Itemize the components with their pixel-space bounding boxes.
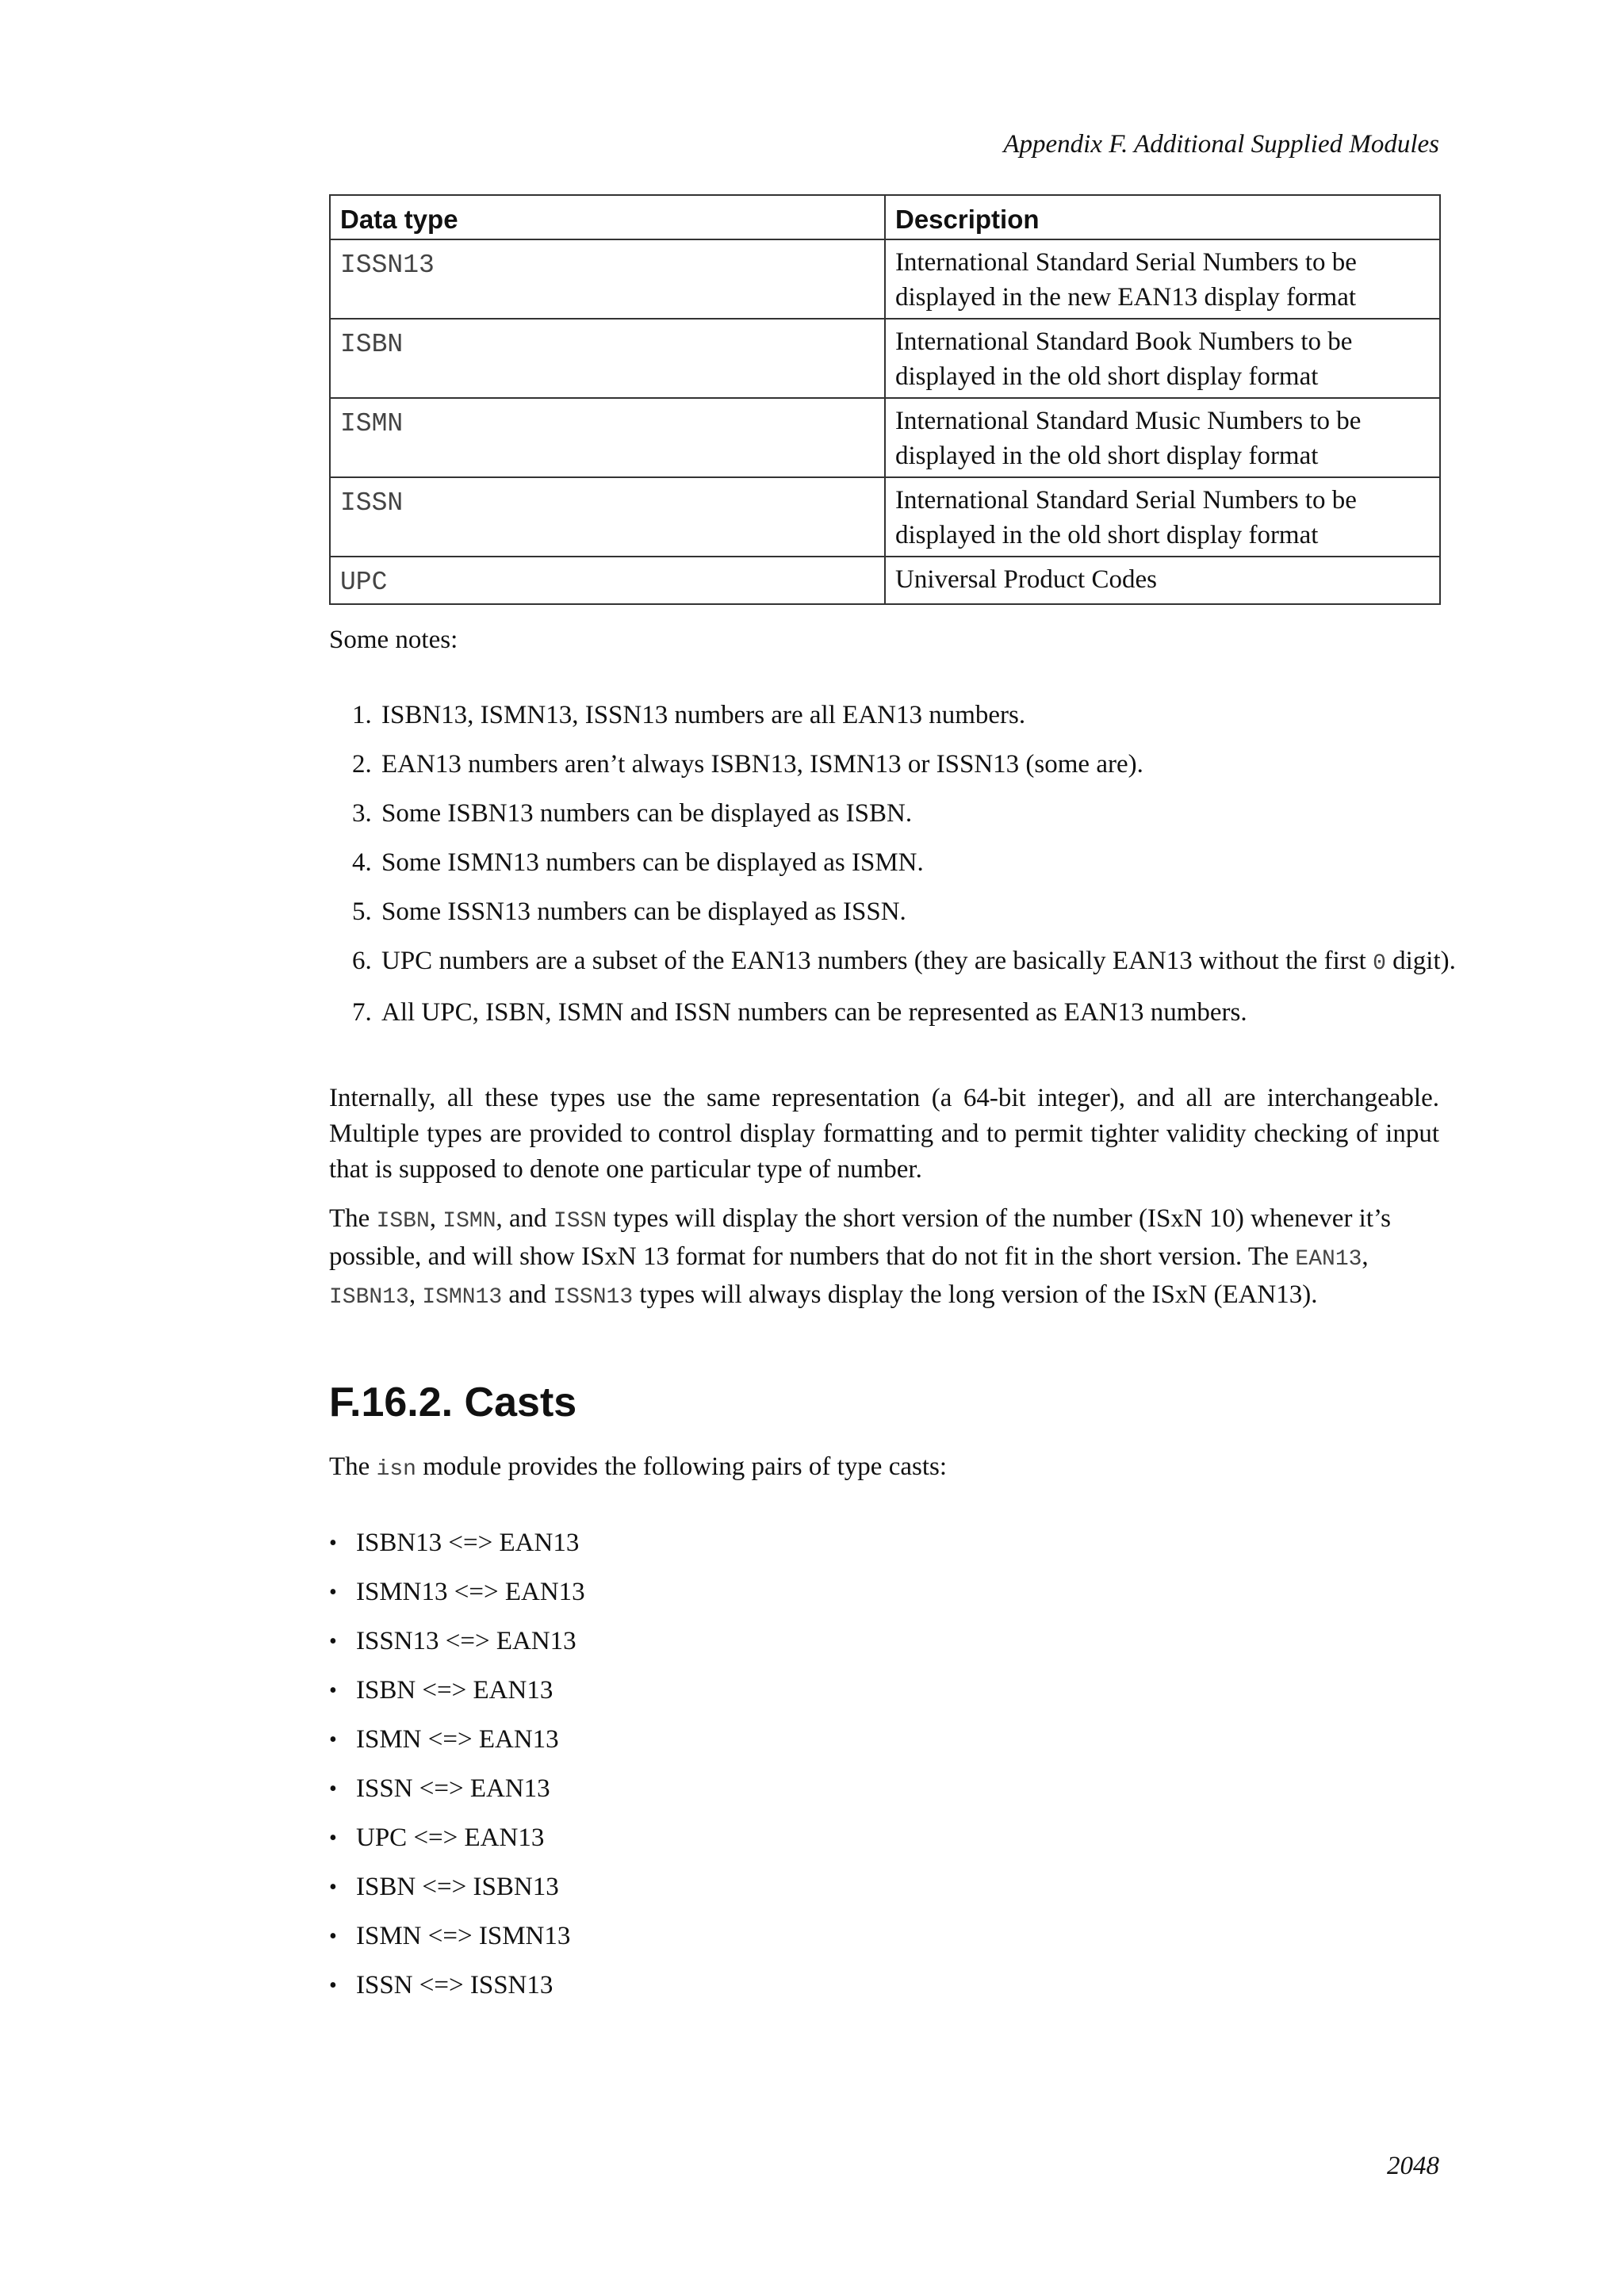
column-header-data-type: Data type bbox=[330, 195, 885, 239]
cast-item bbox=[329, 1624, 1439, 1659]
note-item: 3. Some ISBN13 numbers can be displayed as ISBN. bbox=[378, 796, 1488, 832]
cast-text: ISSN <=> ISSN13 bbox=[356, 1971, 553, 1999]
cast-item bbox=[329, 1968, 1439, 2003]
cast-item bbox=[329, 1919, 1439, 1954]
cast-text: ISBN13 <=> EAN13 bbox=[356, 1529, 580, 1557]
note-item: 7. All UPC, ISBN, ISMN and ISSN numbers can be represented as EAN13 numbers. bbox=[378, 995, 1488, 1031]
table-row bbox=[330, 557, 1440, 604]
section-title: F.16.2. Casts bbox=[329, 1380, 577, 1425]
inline-code: ISBN13 bbox=[329, 1285, 409, 1310]
bullet-icon: • bbox=[329, 1531, 337, 1556]
cast-item bbox=[329, 1525, 1439, 1561]
paragraph-text: and bbox=[502, 1280, 553, 1309]
description-cell: Universal Product Codes bbox=[885, 557, 1440, 604]
cast-text: ISSN <=> EAN13 bbox=[356, 1774, 550, 1803]
type-cell: ISMN bbox=[330, 398, 885, 477]
document-page bbox=[329, 0, 1456, 2296]
paragraph-text: The bbox=[329, 1452, 377, 1481]
bullet-icon: • bbox=[329, 1777, 337, 1801]
cast-text: ISSN13 <=> EAN13 bbox=[356, 1627, 576, 1655]
bullet-icon: • bbox=[329, 1629, 337, 1654]
inline-code: ISSN13 bbox=[553, 1285, 634, 1310]
note-item: 4. Some ISMN13 numbers can be displayed as ISMN. bbox=[378, 845, 1488, 881]
cast-item bbox=[329, 1673, 1439, 1709]
note-text: digit). bbox=[1385, 947, 1456, 975]
bullet-icon: • bbox=[329, 1924, 337, 1949]
type-cell: ISBN bbox=[330, 319, 885, 398]
page-number: 2048 bbox=[1387, 2152, 1439, 2180]
column-header-description: Description bbox=[885, 195, 1440, 239]
table-header-row bbox=[330, 195, 1440, 239]
cast-item bbox=[329, 1820, 1439, 1856]
type-cell: ISSN bbox=[330, 477, 885, 557]
cast-text: ISBN <=> ISBN13 bbox=[356, 1873, 559, 1901]
type-cell: UPC bbox=[330, 557, 885, 604]
note-item bbox=[378, 943, 1488, 982]
paragraph-text: , bbox=[429, 1204, 443, 1233]
display-format-paragraph bbox=[329, 1201, 1439, 1315]
type-cell: ISSN13 bbox=[330, 239, 885, 319]
note-text: UPC numbers are a subset of the EAN13 numbers (they are basically EAN13 without the first bbox=[381, 947, 1373, 975]
inline-code: ISMN13 bbox=[422, 1285, 503, 1310]
paragraph-text: types will always display the long version of the ISxN (EAN13). bbox=[633, 1280, 1318, 1309]
cast-text: ISMN <=> EAN13 bbox=[356, 1725, 559, 1754]
table-row bbox=[330, 477, 1440, 557]
inline-code: ISSN bbox=[553, 1209, 607, 1234]
note-item: 5. Some ISSN13 numbers can be displayed as ISSN. bbox=[378, 894, 1488, 930]
table-row bbox=[330, 239, 1440, 319]
cast-item bbox=[329, 1869, 1439, 1905]
paragraph-text: types will display the short version of the number (ISxN 10) whenever it’s possible, and will show ISxN 13 format for numbers that do not fit in the short version. The bbox=[329, 1204, 1392, 1271]
paragraph-text: , bbox=[1362, 1242, 1369, 1271]
representation-paragraph: Internally, all these types use the same representation (a 64-bit integer), and all are interchangeable. Multiple types are provided to control display formatting and to permit tighter validity checking of input that is supposed to denote one particular type of number. bbox=[329, 1084, 1439, 1184]
notes-intro: Some notes: bbox=[329, 626, 458, 654]
description-cell: International Standard Book Numbers to be displayed in the old short display format bbox=[885, 319, 1440, 398]
note-item: 1. ISBN13, ISMN13, ISSN13 numbers are all EAN13 numbers. bbox=[378, 698, 1488, 733]
cast-item bbox=[329, 1575, 1439, 1610]
inline-code: 0 bbox=[1373, 951, 1386, 976]
bullet-icon: • bbox=[329, 1973, 337, 1998]
bullet-icon: • bbox=[329, 1826, 337, 1850]
description-cell: International Standard Music Numbers to be displayed in the old short display format bbox=[885, 398, 1440, 477]
data-types-table bbox=[329, 194, 1441, 605]
inline-code: isn bbox=[376, 1457, 416, 1482]
table-row bbox=[330, 398, 1440, 477]
cast-item bbox=[329, 1771, 1439, 1807]
description-cell: International Standard Serial Numbers to be displayed in the new EAN13 display format bbox=[885, 239, 1440, 319]
paragraph-text: , bbox=[408, 1280, 423, 1309]
note-item: 2. EAN13 numbers aren’t always ISBN13, ISMN13 or ISSN13 (some are). bbox=[378, 747, 1488, 783]
inline-code: EAN13 bbox=[1295, 1247, 1362, 1272]
inline-code: ISBN bbox=[376, 1209, 430, 1234]
paragraph-text: , and bbox=[496, 1204, 553, 1233]
casts-list bbox=[329, 1525, 1439, 2017]
inline-code: ISMN bbox=[442, 1209, 496, 1234]
notes-list bbox=[329, 698, 1488, 1044]
description-cell: International Standard Serial Numbers to be displayed in the old short display format bbox=[885, 477, 1440, 557]
paragraph-text: The bbox=[329, 1204, 377, 1233]
table-row bbox=[330, 319, 1440, 398]
bullet-icon: • bbox=[329, 1580, 337, 1605]
bullet-icon: • bbox=[329, 1728, 337, 1752]
cast-text: ISMN13 <=> EAN13 bbox=[356, 1578, 585, 1606]
cast-text: ISMN <=> ISMN13 bbox=[356, 1922, 571, 1950]
paragraph-text: module provides the following pairs of type casts: bbox=[416, 1452, 948, 1481]
running-header: Appendix F. Additional Supplied Modules bbox=[1003, 130, 1439, 159]
cast-text: UPC <=> EAN13 bbox=[356, 1823, 545, 1852]
bullet-icon: • bbox=[329, 1875, 337, 1900]
casts-intro bbox=[329, 1449, 1439, 1487]
cast-text: ISBN <=> EAN13 bbox=[356, 1676, 553, 1705]
cast-item bbox=[329, 1722, 1439, 1758]
bullet-icon: • bbox=[329, 1678, 337, 1703]
